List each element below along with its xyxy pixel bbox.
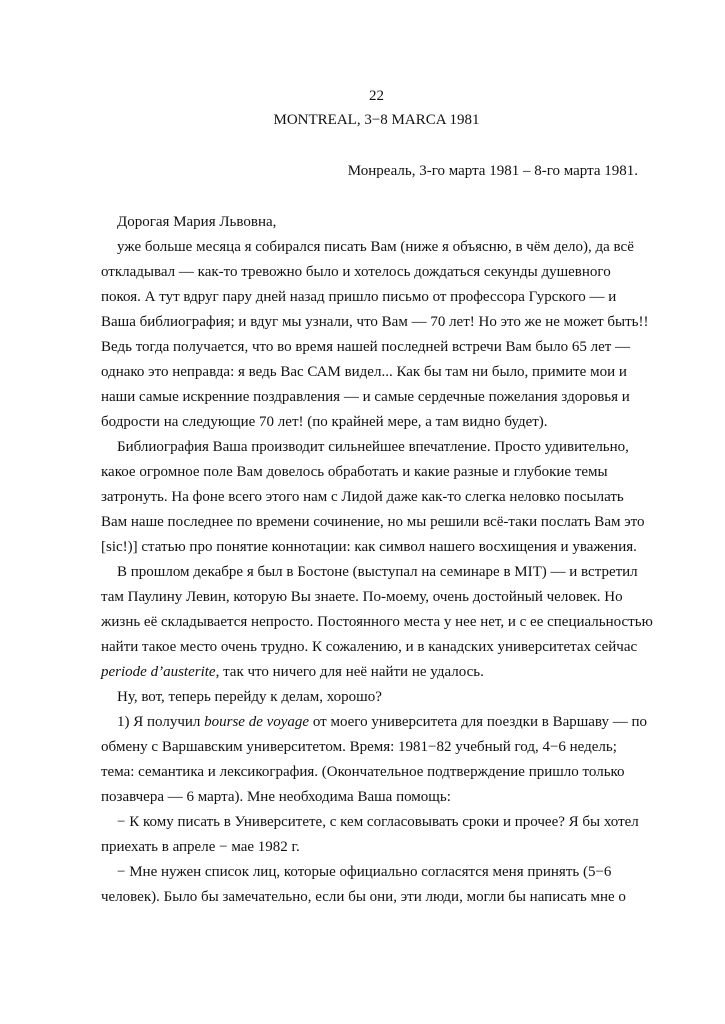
text-line: [101, 835, 641, 860]
text-run: Дорогая Мария Львовна,: [117, 214, 277, 230]
text-line: [101, 735, 641, 760]
text-line: [101, 610, 653, 635]
text-run: затронуть. На фоне всего этого нам с Лидой даже как-то слегка неловко посылать: [101, 489, 624, 505]
text-run: тема: семантика и лексикография. (Окончательное подтверждение пришло только: [101, 764, 625, 780]
text-line: [101, 310, 649, 335]
text-run: приехать в апреле − мае 1982 г.: [101, 839, 300, 855]
text-line: [101, 760, 641, 785]
text-line: [101, 335, 641, 360]
italic-phrase: bourse de voyage: [204, 714, 310, 730]
text-line: [101, 785, 641, 810]
text-run: обмену с Варшавским университетом. Время: 1981−82 учебный год, 4−6 недель;: [101, 739, 617, 755]
text-run: человек). Было бы замечательно, если бы они, эти люди, могли бы написать мне о: [101, 889, 626, 905]
text-line: [101, 685, 641, 710]
text-run: 1) Я получил: [117, 714, 205, 730]
text-line: [101, 585, 641, 610]
text-line: [101, 660, 641, 685]
letter-dateline: Монреаль, 3-го марта 1981 – 8-го марта 1981.: [347, 163, 638, 179]
text-run: от моего университета для поездки в Варшаву — по: [309, 714, 648, 730]
text-run: позавчера — 6 марта). Мне необходима Ваша помощь:: [101, 789, 451, 805]
text-line: [101, 410, 641, 435]
text-line: [101, 885, 641, 910]
text-run: найти такое место очень трудно. К сожалению, и в канадских университетах сейчас: [101, 639, 638, 655]
text-line: [101, 810, 641, 835]
text-run: однако это неправда: я ведь Вас САМ видел... Как бы там ни было, примите мои и: [101, 364, 627, 380]
text-run: [sic!)] статью про понятие коннотации: как символ нашего восхищения и уважения.: [101, 539, 637, 555]
text-line: [101, 635, 641, 660]
text-line: [101, 210, 641, 235]
text-line: [101, 710, 648, 735]
italic-phrase: periode d’austerite: [101, 664, 216, 680]
letter-body: [101, 210, 653, 910]
text-line: [101, 360, 641, 385]
text-line: [101, 285, 641, 310]
text-line: [101, 235, 641, 260]
text-run: какое огромное поле Вам довелось обработать и какие разные и глубокие темы: [101, 464, 608, 480]
text-line: [101, 435, 641, 460]
text-run: жизнь её складывается непросто. Постоянного места у нее нет, и с ее специальностью: [101, 614, 653, 630]
text-run: , так что ничего для неё найти не удалось.: [215, 664, 484, 680]
text-run: Вам наше последнее по времени сочинение, но мы решили всё-таки послать Вам это: [101, 514, 645, 530]
text-line: [101, 860, 641, 885]
text-line: [101, 385, 641, 410]
text-run: откладывал — как-то тревожно было и хотелось дождаться секунды душевного: [101, 264, 611, 280]
text-run: В прошлом декабре я был в Бостоне (выступал на семинаре в MIT) — и встретил: [117, 564, 638, 580]
text-run: − Мне нужен список лиц, которые официально согласятся меня принять (5−6: [117, 864, 612, 880]
text-line: [101, 510, 645, 535]
text-run: Библиография Ваша производит сильнейшее впечатление. Просто удивительно,: [117, 439, 629, 455]
text-run: Ну, вот, теперь перейду к делам, хорошо?: [117, 689, 382, 705]
text-run: бодрости на следующие 70 лет! (по крайней мере, а там видно будет).: [101, 414, 548, 430]
text-run: Ваша библиография; и вдуг мы узнали, что Вам — 70 лет! Но это же не может быть!!: [101, 314, 649, 330]
text-line: [101, 260, 641, 285]
text-run: наши самые искренние поздравления — и самые сердечные пожелания здоровья и: [101, 389, 630, 405]
text-run: − К кому писать в Университете, с кем согласовывать сроки и прочее? Я бы хотел: [117, 814, 639, 830]
text-run: покоя. А тут вдруг пару дней назад пришло письмо от профессора Гурского — и: [101, 289, 617, 305]
text-run: там Паулину Левин, которую Вы знаете. По-моему, очень достойный человек. Но: [101, 589, 623, 605]
text-line: [101, 460, 641, 485]
text-line: [101, 560, 641, 585]
chapter-title: MONTREAL, 3−8 MARCA 1981: [273, 112, 480, 128]
text-line: [101, 535, 641, 560]
text-line: [101, 485, 641, 510]
text-run: Ведь тогда получается, что во время нашей последней встречи Вам было 65 лет —: [101, 339, 631, 355]
page-number: 22: [369, 88, 384, 104]
text-run: уже больше месяца я собирался писать Вам (ниже я объясню, в чём дело), да всё: [117, 239, 634, 255]
